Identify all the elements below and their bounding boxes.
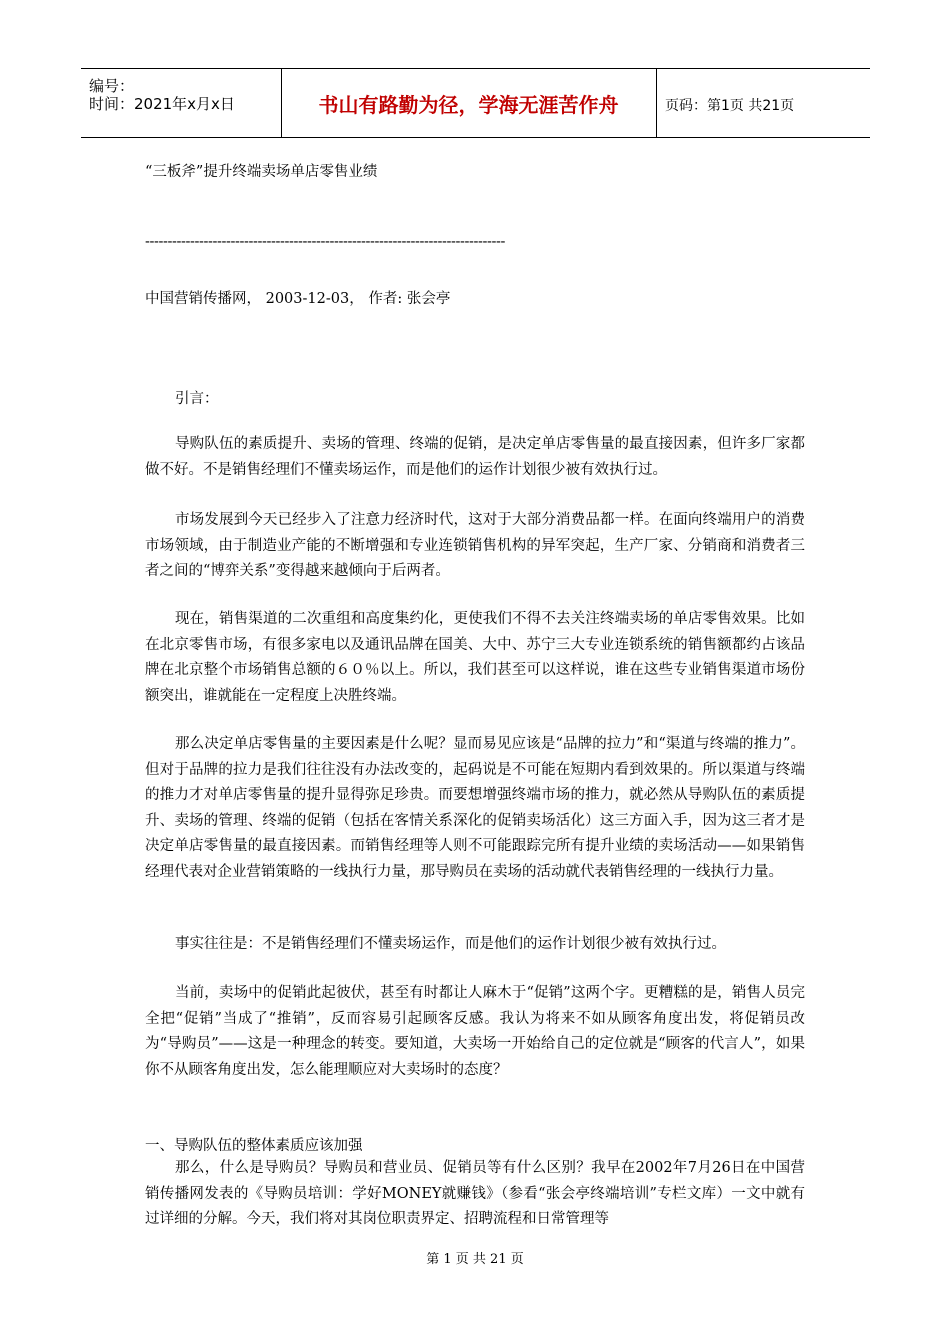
document-date-label: 时间：2021年x月x日 bbox=[89, 95, 235, 113]
document-number-label: 编号： bbox=[89, 77, 135, 95]
article-byline: 中国营销传播网， 2003-12-03， 作者: 张会亭 bbox=[145, 291, 451, 307]
paragraph-5: 事实往往是：不是销售经理们不懂卖场运作，而是他们的运作计划很少被有效执行过。 bbox=[175, 936, 726, 952]
header-divider-right bbox=[656, 69, 657, 137]
header-motto: 书山有路勤为径，学海无涯苦作舟 bbox=[318, 92, 619, 117]
paragraph-2: 市场发展到今天已经步入了注意力经济时代，这对于大部分消费品都一样。在面向终端用户的消费市场领域，由于制造业产能的不断增强和专业连锁销售机构的异军突起，生产厂家、分销商和消费者三者之间的“博弈关系”变得越来越倾向于后两者。 bbox=[145, 512, 805, 579]
header-meta bbox=[81, 69, 281, 137]
paragraph-1: 导购队伍的素质提升、卖场的管理、终端的促销，是决定单店零售量的最直接因素，但许多厂家都做不好。不是销售经理们不懂卖场运作，而是他们的运作计划很少被有效执行过。 bbox=[145, 436, 805, 478]
paragraph-4: 那么决定单店零售量的主要因素是什么呢？显而易见应该是“品牌的拉力”和“渠道与终端的推力”。但对于品牌的拉力是我们往往没有办法改变的，起码说是不可能在短期内看到效果的。所以渠道与终端的推力才对单店零售量的提升显得弥足珍贵。而要想增强终端市场的推力，就必然从导购队伍的素质提升、卖场的管理、终端的促销（包括在客情关系深化的促销卖场活化）这三方面入手，因为这三者才是决定单店零售量的最直接因素。而销售经理等人则不可能跟踪完所有提升业绩的卖场活动——如果销售经理代表对企业营销策略的一线执行力量，那导购员在卖场的活动就代表销售经理的一线执行力量。 bbox=[145, 736, 805, 880]
paragraph-6: 当前，卖场中的促销此起彼伏，甚至有时都让人麻木于“促销”这两个字。更糟糕的是，销售人员完全把“促销”当成了“推销”，反而容易引起顾客反感。我认为将来不如从顾客角度出发，将促销员改为“导购员”——这是一种理念的转变。要知道，大卖场一开始给自己的定位就是“顾客的代言人”，如果你不从顾客角度出发，怎么能理顺应对大卖场时的态度？ bbox=[145, 985, 805, 1078]
page-footer: 第 1 页 共 21 页 bbox=[426, 1252, 524, 1267]
intro-label: 引言： bbox=[175, 391, 219, 407]
separator-line: -------------------------------------------------------------------------------- bbox=[145, 234, 505, 250]
section-1-paragraph: 那么，什么是导购员？导购员和营业员、促销员等有什么区别？我早在2002年7月26日在中国营销传播网发表的《导购员培训：学好MONEY就赚钱》（参看“张会亭终端培训”专栏文库）一文中就有过详细的分解。今天，我们将对其岗位职责界定、招聘流程和日常管理等 bbox=[145, 1160, 805, 1227]
article-title: “三板斧”提升终端卖场单店零售业绩 bbox=[145, 164, 378, 180]
header-page-info: 页码：第1页 共21页 bbox=[665, 98, 795, 114]
page-header bbox=[81, 68, 870, 138]
section-1-heading: 一、导购队伍的整体素质应该加强 bbox=[145, 1138, 363, 1154]
paragraph-3: 现在，销售渠道的二次重组和高度集约化，更使我们不得不去关注终端卖场的单店零售效果。比如在北京零售市场，有很多家电以及通讯品牌在国美、大中、苏宁三大专业连锁系统的销售额都约占该品牌在北京整个市场销售总额的６０％以上。所以，我们甚至可以这样说，谁在这些专业销售渠道市场份额突出，谁就能在一定程度上决胜终端。 bbox=[145, 611, 805, 704]
